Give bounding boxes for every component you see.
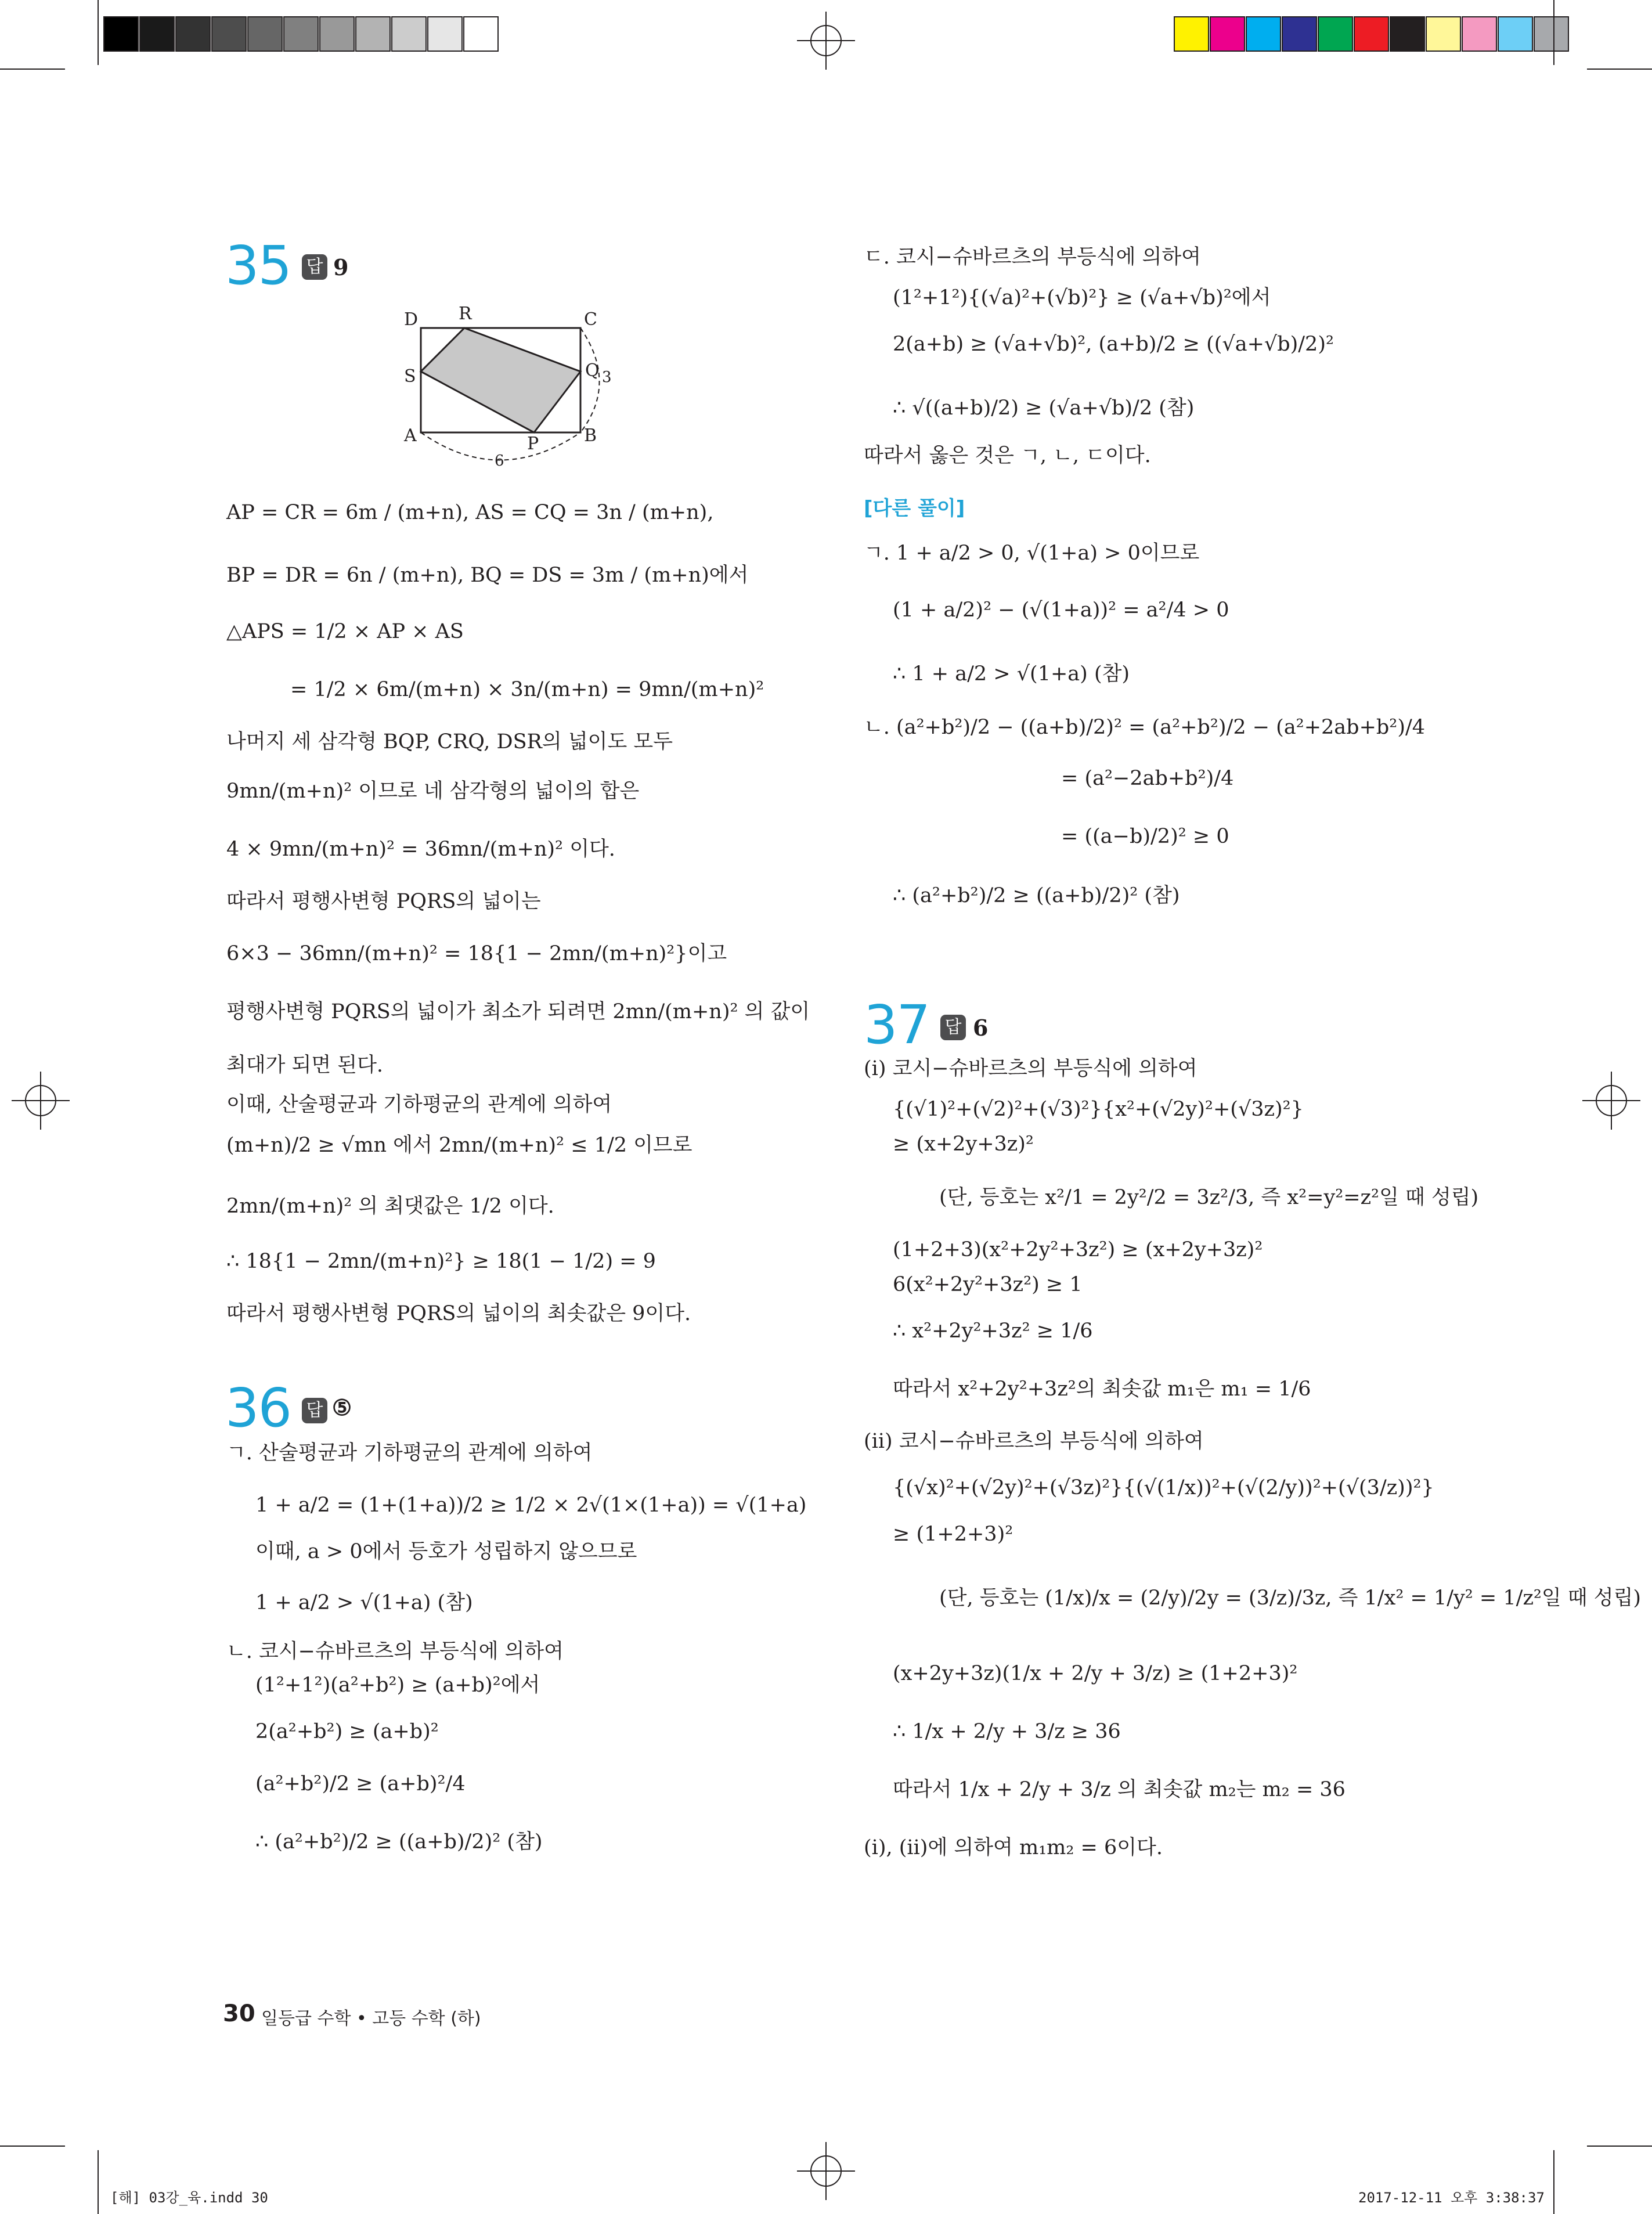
timestamp-slug: 2017-12-11 오후 3:38:37 [1358, 2190, 1545, 2206]
solution-line: ㄴ. (a²+b²)/2 − ((a+b)/2)² = (a²+b²)/2 − (a²+2ab+b²)/4 [864, 716, 1426, 739]
solution-line: (a²+b²)/2 ≥ (a+b)²/4 [255, 1772, 466, 1795]
vertex-label: A [404, 426, 417, 446]
solution-line: {(√x)²+(√2y)²+(√3z)²}{(√(1/x))²+(√(2/y))²+(√(3/z))²} [893, 1476, 1434, 1499]
solution-line: 이때, 산술평균과 기하평균의 관계에 의하여 [226, 1093, 612, 1116]
solution-line: 2(a+b) ≥ (√a+√b)², (a+b)/2 ≥ ((√a+√b)/2)² [893, 333, 1334, 356]
solution-line: = ((a−b)/2)² ≥ 0 [1061, 825, 1229, 848]
crop-mark [0, 68, 65, 70]
crop-mark [1553, 0, 1554, 65]
solution-line: 6(x²+2y²+3z²) ≥ 1 [893, 1273, 1083, 1296]
solution-line: (단, 등호는 x²/1 = 2y²/2 = 3z²/3, 즉 x²=y²=z²일 때 성립) [939, 1186, 1479, 1209]
vertex-label: R [459, 304, 472, 324]
alternative-solution-title: [다른 풀이] [864, 497, 965, 520]
solution-line: (1+2+3)(x²+2y²+3z²) ≥ (x+2y+3z)² [893, 1238, 1263, 1261]
solution-line: ≥ (1+2+3)² [893, 1523, 1013, 1546]
solution-line: 9mn/(m+n)² 이므로 네 삼각형의 넓이의 합은 [226, 780, 640, 803]
crop-mark [1553, 2150, 1554, 2214]
solution-line: 1 + a/2 = (1+(1+a))/2 ≥ 1/2 × 2√(1×(1+a)) = √(1+a) [255, 1494, 807, 1517]
vertex-label: Q [585, 360, 600, 381]
color-swatch [1174, 16, 1209, 52]
gray-swatch [175, 16, 211, 52]
answer-value: 9 [333, 254, 349, 280]
gray-swatch [463, 16, 499, 52]
color-swatch [1462, 16, 1497, 52]
solution-line: 2mn/(m+n)² 의 최댓값은 1/2 이다. [226, 1195, 554, 1218]
solution-line: 6×3 − 36mn/(m+n)² = 18{1 − 2mn/(m+n)²}이고 [226, 942, 727, 965]
solution-line: (1²+1²)(a²+b²) ≥ (a+b)²에서 [255, 1674, 540, 1697]
gray-swatch [427, 16, 463, 52]
solution-line: AP = CR = 6m / (m+n), AS = CQ = 3n / (m+n), [226, 501, 714, 524]
solution-line: 평행사변형 PQRS의 넓이가 최소가 되려면 2mn/(m+n)² 의 값이 [226, 1000, 810, 1023]
solution-line: (1 + a/2)² − (√(1+a))² = a²/4 > 0 [893, 598, 1229, 622]
solution-line: (x+2y+3z)(1/x + 2/y + 3/z) ≥ (1+2+3)² [893, 1662, 1298, 1685]
color-swatch [1390, 16, 1425, 52]
crop-mark [1587, 68, 1652, 70]
color-swatch [1426, 16, 1461, 52]
vertex-label: C [584, 309, 597, 330]
gray-swatch [355, 16, 391, 52]
side-label: 6 [495, 452, 504, 470]
answer-value: ⑤ [332, 1394, 352, 1420]
solution-line: (ⅰ) 코시−슈바르츠의 부등식에 의하여 [864, 1057, 1197, 1080]
parallelogram-figure [395, 302, 627, 476]
color-swatch [1282, 16, 1317, 52]
answer-badge: 답 [302, 1398, 327, 1423]
color-swatch [1246, 16, 1281, 52]
color-swatch [1354, 16, 1389, 52]
problem-number: 37 [864, 994, 930, 1056]
solution-line: 따라서 x²+2y²+3z²의 최솟값 m₁은 m₁ = 1/6 [893, 1378, 1311, 1401]
file-slug: [해] 03강_육.indd 30 [110, 2190, 268, 2206]
registration-mark-icon [797, 2142, 855, 2200]
vertex-label: P [527, 434, 539, 454]
color-swatch [1318, 16, 1353, 52]
solution-line: = 1/2 × 6m/(m+n) × 3n/(m+n) = 9mn/(m+n)² [290, 678, 764, 701]
solution-line: 따라서 옳은 것은 ㄱ, ㄴ, ㄷ이다. [864, 444, 1151, 467]
gray-swatch [391, 16, 427, 52]
solution-line: 4 × 9mn/(m+n)² = 36mn/(m+n)² 이다. [226, 838, 615, 861]
color-swatch [1534, 16, 1569, 52]
solution-line: = (a²−2ab+b²)/4 [1061, 767, 1234, 790]
solution-line: 최대가 되면 된다. [226, 1054, 384, 1077]
crop-mark [98, 0, 99, 65]
answer-badge: 답 [302, 254, 327, 280]
answer-badge: 답 [940, 1015, 966, 1040]
solution-line: 이때, a > 0에서 등호가 성립하지 않으므로 [255, 1540, 637, 1563]
gray-swatch [247, 16, 283, 52]
color-swatch [1498, 16, 1533, 52]
answer-value: 6 [973, 1015, 989, 1041]
solution-line: ㄴ. 코시−슈바르츠의 부등식에 의하여 [226, 1640, 564, 1663]
solution-line: ㄱ. 1 + a/2 > 0, √(1+a) > 0이므로 [864, 542, 1200, 565]
solution-line: (ⅱ) 코시−슈바르츠의 부등식에 의하여 [864, 1430, 1204, 1453]
problem-number: 36 [225, 1377, 291, 1439]
solution-line: (1²+1²){(√a)²+(√b)²} ≥ (√a+√b)²에서 [893, 286, 1271, 309]
solution-line: ∴ 1 + a/2 > √(1+a) (참) [893, 662, 1130, 686]
registration-mark-icon [12, 1072, 70, 1130]
solution-line: 따라서 평행사변형 PQRS의 넓이는 [226, 890, 541, 913]
gray-swatch [319, 16, 355, 52]
solution-line: BP = DR = 6n / (m+n), BQ = DS = 3m / (m+n)에서 [226, 564, 749, 587]
solution-line: 나머지 세 삼각형 BQP, CRQ, DSR의 넓이도 모두 [226, 730, 673, 753]
solution-line: ∴ √((a+b)/2) ≥ (√a+√b)/2 (참) [893, 396, 1195, 420]
vertex-label: B [584, 426, 597, 446]
solution-line: ≥ (x+2y+3z)² [893, 1133, 1034, 1156]
solution-line: 따라서 평행사변형 PQRS의 넓이의 최솟값은 9이다. [226, 1302, 691, 1325]
solution-line: (ⅰ), (ⅱ)에 의하여 m₁m₂ = 6이다. [864, 1836, 1163, 1859]
solution-line: ㄱ. 산술평균과 기하평균의 관계에 의하여 [226, 1441, 593, 1465]
solution-line: ∴ x²+2y²+3z² ≥ 1/6 [893, 1319, 1093, 1343]
book-title: 일등급 수학 • 고등 수학 (하) [261, 2009, 481, 2029]
problem-number: 35 [225, 235, 291, 297]
vertex-label: S [404, 366, 416, 387]
solution-line: {(√1)²+(√2)²+(√3)²}{x²+(√2y)²+(√3z)²} [893, 1098, 1304, 1121]
solution-line: △APS = 1/2 × AP × AS [226, 620, 464, 643]
gray-swatch [103, 16, 139, 52]
page-number: 30 [223, 2000, 255, 2027]
solution-line: 2(a²+b²) ≥ (a+b)² [255, 1720, 439, 1743]
solution-line: 따라서 1/x + 2/y + 3/z 의 최솟값 m₂는 m₂ = 36 [893, 1778, 1346, 1801]
solution-line: ∴ (a²+b²)/2 ≥ ((a+b)/2)² (참) [893, 884, 1180, 907]
crop-mark [1587, 2146, 1652, 2147]
crop-mark [98, 2150, 99, 2214]
registration-mark-icon [797, 12, 855, 70]
solution-line: ∴ (a²+b²)/2 ≥ ((a+b)/2)² (참) [255, 1830, 543, 1854]
side-label: 3 [602, 369, 612, 386]
vertex-label: D [404, 309, 419, 330]
gray-swatch [283, 16, 319, 52]
gray-swatch [139, 16, 175, 52]
crop-mark [0, 2146, 65, 2147]
solution-line: (m+n)/2 ≥ √mn 에서 2mn/(m+n)² ≤ 1/2 이므로 [226, 1134, 692, 1157]
color-swatch [1210, 16, 1245, 52]
solution-line: 1 + a/2 > √(1+a) (참) [255, 1591, 473, 1614]
solution-line: (단, 등호는 (1/x)/x = (2/y)/2y = (3/z)/3z, 즉 1/x² = 1/y² = 1/z²일 때 성립) [939, 1586, 1642, 1610]
solution-line: ∴ 18{1 − 2mn/(m+n)²} ≥ 18(1 − 1/2) = 9 [226, 1250, 656, 1273]
solution-line: ㄷ. 코시−슈바르츠의 부등식에 의하여 [864, 246, 1201, 269]
solution-line: ∴ 1/x + 2/y + 3/z ≥ 36 [893, 1720, 1121, 1743]
registration-mark-icon [1582, 1072, 1640, 1130]
gray-swatch [211, 16, 247, 52]
